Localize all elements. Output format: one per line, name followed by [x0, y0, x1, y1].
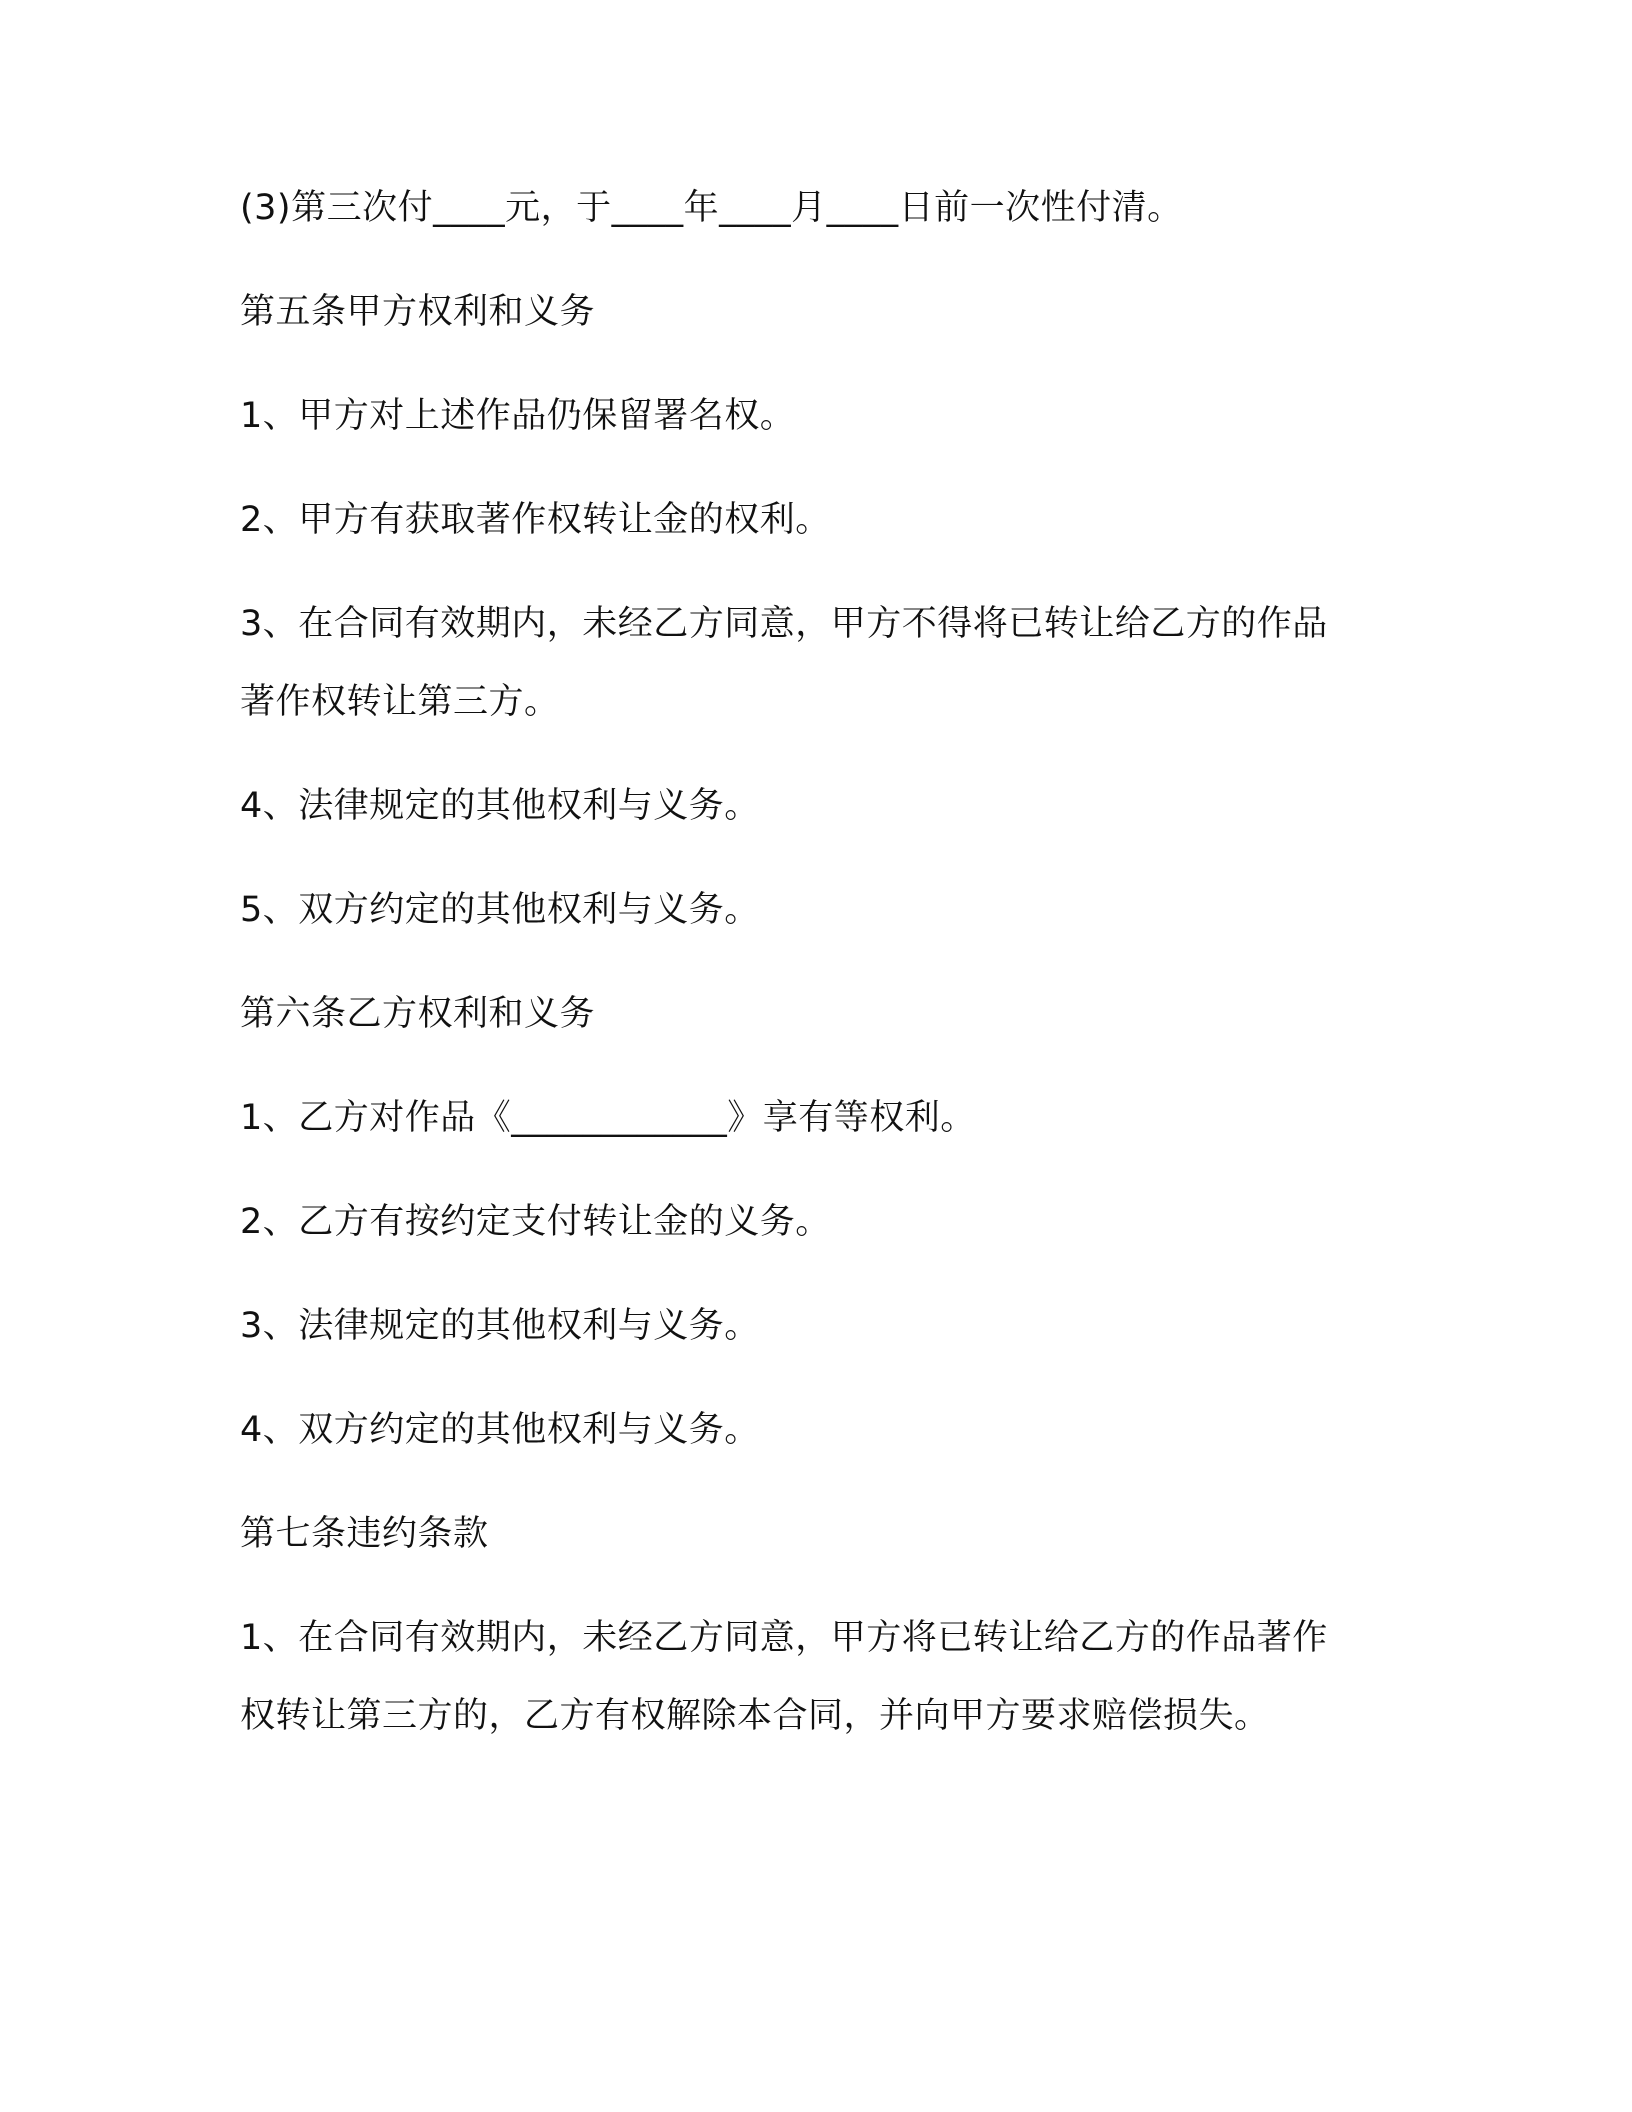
payment-clause-third: (3)第三次付____元，于____年____月____日前一次性付清。 [240, 188, 1183, 228]
party-a-item-5: 5、双方约定的其他权利与义务。 [240, 890, 760, 930]
party-b-item-2: 2、乙方有按约定支付转让金的义务。 [240, 1202, 831, 1242]
party-a-item-2: 2、甲方有获取著作权转让金的权利。 [240, 500, 831, 540]
breach-item-1-line-1: 1、在合同有效期内，未经乙方同意，甲方将已转让给乙方的作品著作 [240, 1618, 1328, 1658]
breach-item-1-line-2: 权转让第三方的，乙方有权解除本合同，并向甲方要求赔偿损失。 [240, 1696, 1270, 1736]
party-a-item-3-line-2: 著作权转让第三方。 [240, 682, 560, 722]
section-heading-breach-clause: 第七条违约条款 [240, 1514, 489, 1554]
party-b-item-3: 3、法律规定的其他权利与义务。 [240, 1306, 760, 1346]
party-a-item-4: 4、法律规定的其他权利与义务。 [240, 786, 760, 826]
section-heading-party-b-rights: 第六条乙方权利和义务 [240, 994, 596, 1034]
document-body [240, 186, 1400, 1798]
section-heading-party-a-rights: 第五条甲方权利和义务 [240, 292, 596, 332]
party-b-item-4: 4、双方约定的其他权利与义务。 [240, 1410, 760, 1450]
party-a-item-1: 1、甲方对上述作品仍保留署名权。 [240, 396, 796, 436]
party-a-item-3-line-1: 3、在合同有效期内，未经乙方同意，甲方不得将已转让给乙方的作品 [240, 604, 1328, 644]
party-b-item-1: 1、乙方对作品《____________》享有等权利。 [240, 1098, 976, 1138]
